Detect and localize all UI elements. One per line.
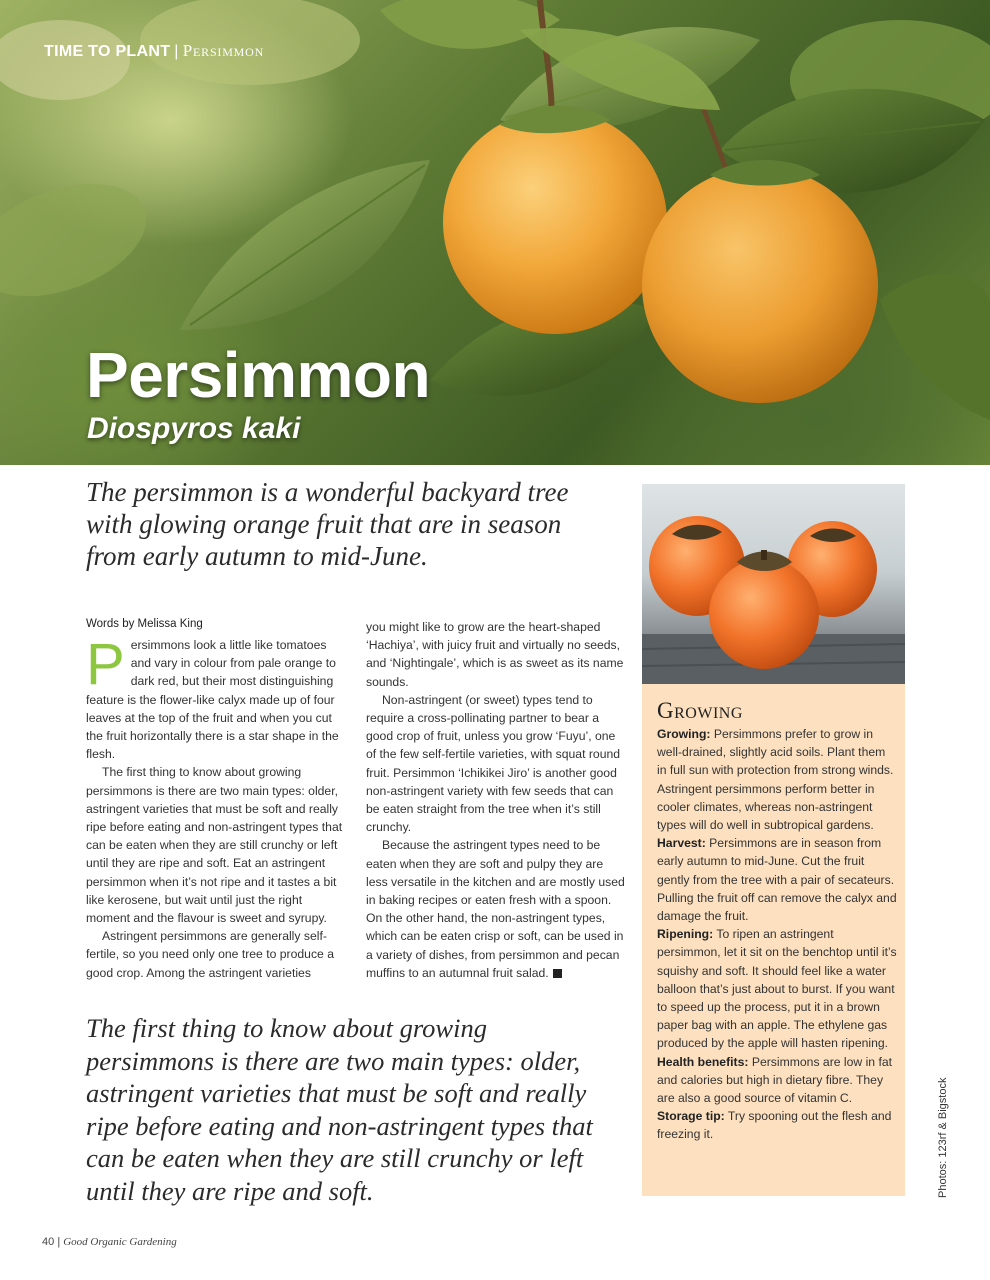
growing-sidebar (642, 484, 905, 1196)
article-paragraph: The first thing to know about growing persimmons is there are two main types: older, astringent varieties that must be soft and really ripe before eating and non-astringent types that can be eaten when they are still crunchy or left until they are ripe and soft. Eat an astringent persimmon when it’s not ripe and it tastes a bit like kerosene, but wait until just the right moment and the flavour is sweet and syrupy. (86, 765, 343, 926)
page-title: Persimmon (86, 339, 431, 411)
footer-separator: | (57, 1236, 61, 1248)
drop-cap: P (86, 632, 125, 697)
magazine-name: Good Organic Gardening (63, 1236, 177, 1248)
scientific-name: Diospyros kaki (87, 412, 301, 445)
byline: Words by Melissa King (86, 618, 203, 630)
sidebar-body (657, 725, 897, 1144)
article-paragraph: you might like to grow are the heart-shaped ‘Hachiya’, with juicy fruit and virtually no seeds, and ‘Nightingale’, which is as sweet as its name sounds. (366, 620, 624, 689)
hero-photo (0, 0, 990, 465)
persimmon-fruit-left (443, 110, 667, 334)
article-paragraph (86, 632, 346, 763)
kicker-topic: Persimmon (182, 41, 265, 60)
paragraph-text: Because the astringent types need to be eaten when they are soft and pulpy they are less versatile in the kitchen and are mostly used in baking recipes or eaten fresh with a spoon. On the other hand, the non-astringent types, which can be eaten crisp or soft, can be used in a variety of dishes, from persimmon and pecan muffins to an autumnal fruit salad. (366, 838, 625, 980)
article-paragraph (366, 836, 628, 982)
persimmon-fruit-right (642, 167, 878, 403)
sidebar-item (657, 1107, 897, 1143)
sidebar-item (657, 725, 897, 834)
photo-credit: Photos: 123rf & Bigstock (937, 1077, 949, 1198)
sidebar-item (657, 925, 897, 1052)
article-paragraph: Non-astringent (or sweet) types tend to require a cross-pollinating partner to bear a good crop of fruit, unless you grow ‘Fuyu’, one of the few self-fertile varieties, with squat round fruit. Persimmon ‘Ichikikei Jiro’ is another good non-astringent variety with few seeds that can be eaten straight from the tree when it’s still crunchy. (366, 692, 621, 835)
persimmons-illustration (642, 484, 905, 684)
page-number: 40 (42, 1236, 55, 1248)
sidebar-item-text: Persimmons are in season from early autumn to mid-June. Cut the fruit gently from the tree with a pair of secateurs. Pulling the fruit off can remove the calyx and damage the fruit. (657, 836, 897, 924)
pull-quote: The first thing to know about growing persimmons is there are two main types: older, astringent varieties that must be soft and really ripe before eating and non-astringent types that can be eaten when they are still crunchy or left until they are ripe and soft. (86, 1013, 593, 1206)
sidebar-item-text: Persimmons are low in fat and calories but high in dietary fibre. They are also a good source of vitamin C. (657, 1054, 893, 1106)
sidebar-item-label: Growing: (657, 727, 711, 741)
sidebar-item-label: Ripening: (657, 927, 714, 942)
sidebar-heading: Growing (657, 698, 743, 723)
sidebar-item-label: Harvest: (657, 836, 706, 851)
sidebar-item-text: Persimmons prefer to grow in well-drained, slightly acid soils. Plant them in full sun with protection from strong winds. Astringent persimmons perform better in cooler climates, whereas non-astringent types will do well in subtropical gardens. (657, 727, 894, 833)
sidebar-item-text: Try spooning out the flesh and freezing it. (657, 1109, 892, 1142)
sidebar-item-label: Health benefits: (657, 1054, 749, 1069)
sidebar-item (657, 1053, 897, 1108)
end-mark-icon (553, 969, 562, 978)
paragraph-text: ersimmons look a little like tomatoes and vary in colour from pale orange to dark red, but their most distinguishing feature is the flower-like calyx made up of four leaves at the top of the fruit and when you cut the fruit horizontally there is a star shape in the flesh. (86, 638, 339, 762)
sidebar-item-text: To ripen an astringent persimmon, let it sit on the benchtop until it’s squishy and soft. It should feel like a water balloon that’s just about to burst. If you want to speed up the process, put it in a brown paper bag with an apple. The ethylene gas produced by the apple will hasten ripening. (657, 927, 897, 1051)
intro-standfirst: The persimmon is a wonderful backyard tree with glowing orange fruit that are in season from early autumn to mid-June. (86, 477, 569, 571)
page-footer (42, 1236, 177, 1248)
kicker-separator: | (174, 43, 179, 60)
kicker-section: TIME TO PLANT (44, 43, 171, 60)
persimmons-on-table-photo (642, 484, 905, 684)
article-column-1 (86, 632, 346, 982)
sidebar-item-label: Storage tip: (657, 1109, 725, 1124)
article-column-2 (366, 618, 628, 982)
article-paragraph: Astringent persimmons are generally self-fertile, so you need only one tree to produce a good crop. Among the astringent varieties (86, 929, 334, 980)
section-kicker (44, 41, 264, 61)
sidebar-item (657, 834, 897, 925)
